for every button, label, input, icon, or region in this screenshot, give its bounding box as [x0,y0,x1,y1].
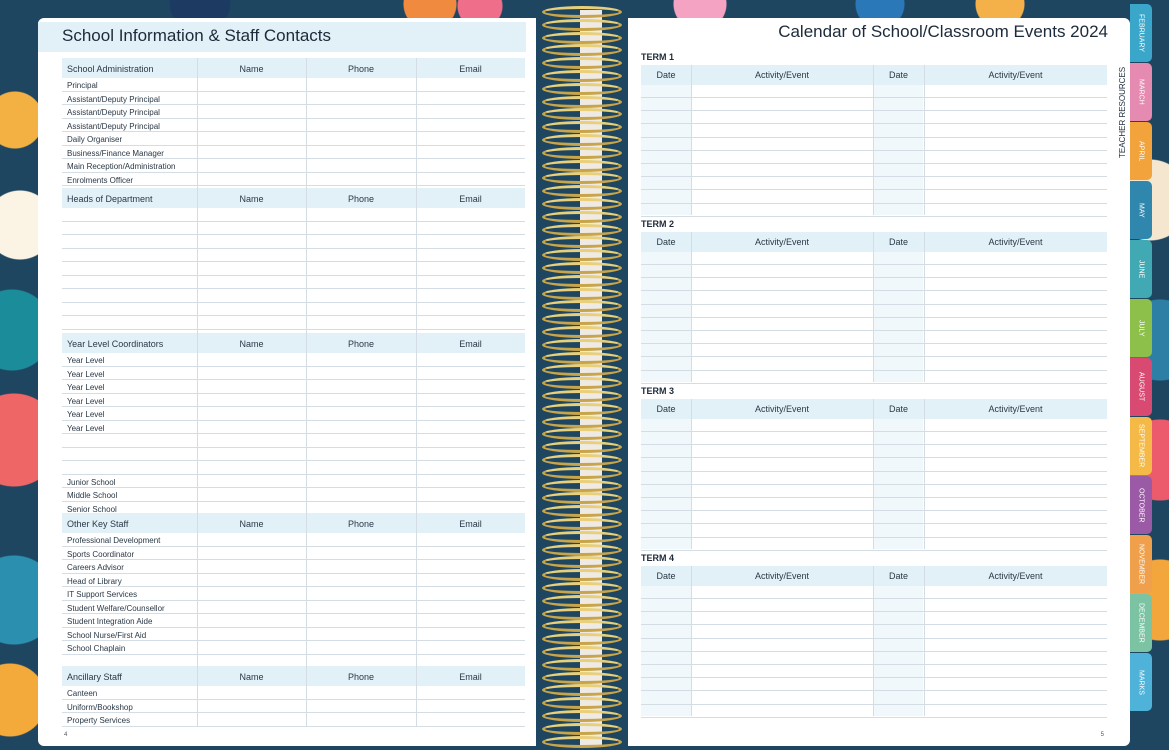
spiral-coil [542,326,622,338]
contact-row[interactable] [62,249,525,263]
contact-row[interactable] [62,235,525,249]
spiral-coil [542,608,622,620]
spiral-coil [542,147,622,159]
row-label: Assistant/Deputy Principal [67,94,160,104]
month-tab-december[interactable]: DECEMBER [1130,594,1152,652]
event-row-line [641,203,1107,204]
column-divider [924,65,925,215]
spiral-coil [542,134,622,146]
event-row-line [641,598,1107,599]
row-label: Student Welfare/Counsellor [67,603,165,613]
event-row-line [641,277,1107,278]
contact-row[interactable] [62,407,525,421]
contact-row[interactable] [62,159,525,173]
contact-row[interactable] [62,367,525,381]
spiral-coil [542,300,622,312]
term-column-1: Activity/Event [754,237,810,247]
section-heading: Heads of Department [67,194,153,204]
spiral-coil [542,6,622,18]
row-label: Head of Library [67,576,122,586]
term-column-1: Activity/Event [754,404,810,414]
spiral-coil [542,403,622,415]
column-divider [691,232,692,382]
row-label: Property Services [67,716,131,725]
column-divider [873,399,874,549]
column-header-phone: Phone [347,194,375,204]
column-header-email: Email [459,339,482,349]
term-column-header [641,232,1107,252]
column-header-email: Email [459,64,482,74]
contact-row[interactable] [62,92,525,106]
event-row-line [641,176,1107,177]
spiral-coil [542,569,622,581]
contact-row[interactable] [62,394,525,408]
term-label: TERM 3 [641,386,675,396]
spiral-coil [542,659,622,671]
term-column-0: Date [656,237,676,247]
spiral-coil [542,32,622,44]
row-label: Year Level [67,396,105,406]
column-header-name: Name [239,64,264,74]
event-row-line [641,343,1107,344]
contact-row[interactable] [62,461,525,475]
row-label: Careers Advisor [67,563,124,572]
event-row-line [641,356,1107,357]
column-header-name: Name [239,194,264,204]
spiral-coil [542,672,622,684]
spiral-coil [542,224,622,236]
event-row-line [641,638,1107,639]
spiral-coil [542,96,622,108]
event-row-line [641,497,1107,498]
row-label: Middle School [67,491,118,500]
spiral-coil [542,83,622,95]
contact-row[interactable] [62,421,525,435]
spiral-coil [542,684,622,696]
row-label: Canteen [67,689,98,698]
row-label: Sports Coordinator [67,549,135,559]
event-row-line [641,624,1107,625]
month-tab-marks[interactable]: MARKS [1130,653,1152,711]
section-heading: Ancillary Staff [67,672,122,682]
spiral-coil [542,236,622,248]
event-row-line [641,457,1107,458]
spiral-coil [542,646,622,658]
contact-row[interactable] [62,628,525,642]
spiral-coil [542,723,622,735]
contact-row[interactable] [62,641,525,655]
row-label: School Chaplain [67,644,126,653]
month-tab-september[interactable]: SEPTEMBER [1130,417,1152,475]
right-page [628,18,1130,746]
term-label: TERM 2 [641,219,675,229]
contact-row[interactable] [62,353,525,367]
spiral-coil [542,390,622,402]
spiral-binding [536,0,628,750]
right-page-title: Calendar of School/Classroom Events 2024 [778,22,1108,41]
term-column-header [641,399,1107,419]
column-header-email: Email [459,672,482,682]
row-label: Year Level [67,410,105,419]
event-row-line [641,717,1107,718]
row-label: Senior School [67,504,117,514]
spiral-coil [542,70,622,82]
term-column-0: Date [656,70,676,80]
term-column-0: Date [656,404,676,414]
contact-row[interactable] [62,222,525,236]
contact-row[interactable] [62,700,525,714]
spiral-coil [542,352,622,364]
term-column-header [641,566,1107,586]
event-row-line [641,97,1107,98]
column-divider [306,58,307,726]
event-row-line [641,550,1107,551]
row-label: Year Level [67,369,105,379]
spiral-coil [542,275,622,287]
month-tab-june[interactable]: JUNE [1130,240,1152,298]
event-row-line [641,123,1107,124]
row-label: Year Level [67,356,105,365]
term-column-2: Date [888,571,908,581]
event-row-line [641,290,1107,291]
column-divider [924,232,925,382]
event-row-line [641,431,1107,432]
event-row-line [641,163,1107,164]
contact-row[interactable] [62,686,525,700]
spiral-coil [542,416,622,428]
contact-row[interactable] [62,208,525,222]
spiral-coil [542,172,622,184]
spiral-coil [542,556,622,568]
event-row-line [641,330,1107,331]
column-header-email: Email [459,194,482,204]
month-tab-november[interactable]: NOVEMBER [1130,535,1152,593]
term-column-1: Activity/Event [754,571,810,581]
left-page-title: School Information & Staff Contacts [62,26,331,45]
spiral-coil [542,160,622,172]
section-heading: School Administration [67,64,154,74]
column-divider [924,399,925,549]
month-tab-july[interactable]: JULY [1130,299,1152,357]
column-header-name: Name [239,339,264,349]
term-column-2: Date [888,404,908,414]
spiral-coil [542,492,622,504]
spiral-coil [542,710,622,722]
spiral-coil [542,108,622,120]
column-header-phone: Phone [347,64,375,74]
spiral-coil [542,595,622,607]
spiral-coil [542,454,622,466]
column-divider [691,399,692,549]
row-label: Assistant/Deputy Principal [67,121,160,131]
column-header-email: Email [459,519,482,529]
spiral-coil [542,211,622,223]
contact-row[interactable] [62,587,525,601]
spiral-coil [542,467,622,479]
column-divider [873,566,874,716]
row-label: Daily Organiser [67,135,123,144]
event-row-line [641,677,1107,678]
column-header-phone: Phone [347,339,375,349]
spiral-coil [542,288,622,300]
spiral-coil [542,697,622,709]
section-heading: Other Key Staff [67,519,129,529]
month-tab-may[interactable]: MAY [1130,181,1152,239]
teacher-resources-label: TEACHER RESOURCES [1118,66,1127,158]
column-divider [691,65,692,215]
term-column-2: Date [888,70,908,80]
contact-row[interactable] [62,614,525,628]
contact-row[interactable] [62,533,525,547]
section-header [62,188,525,208]
event-row-line [641,304,1107,305]
row-label: Uniform/Bookshop [67,702,133,712]
spiral-coil [542,582,622,594]
section-heading: Year Level Coordinators [67,339,164,349]
row-label: Enrolments Officer [67,175,134,185]
term-column-3: Activity/Event [988,404,1043,414]
spiral-coil [542,364,622,376]
contact-row[interactable] [62,574,525,588]
spiral-coil [542,313,622,325]
month-tab-march[interactable]: MARCH [1130,63,1152,121]
event-row-line [641,317,1107,318]
term-label: TERM 4 [641,553,675,563]
contact-row[interactable] [62,78,525,92]
event-row-line [641,523,1107,524]
column-divider [416,58,417,726]
left-page [38,18,536,746]
column-header-phone: Phone [347,672,375,682]
spiral-coil [542,736,622,748]
event-row-line [641,189,1107,190]
section-header [62,666,525,686]
spiral-coil [542,544,622,556]
spiral-coil [542,339,622,351]
contact-row[interactable] [62,105,525,119]
row-label: School Nurse/First Aid [67,630,147,640]
spiral-coil [542,44,622,56]
contact-row[interactable] [62,380,525,394]
term-event-grid[interactable] [641,419,1107,552]
contact-row[interactable] [62,488,525,502]
contact-row[interactable] [62,262,525,276]
spiral-coil [542,249,622,261]
term-event-grid[interactable] [641,252,1107,385]
term-event-grid[interactable] [641,586,1107,719]
contact-row[interactable] [62,119,525,133]
event-row-line [641,664,1107,665]
spiral-coil [542,633,622,645]
column-header-name: Name [239,672,264,682]
term-column-3: Activity/Event [988,571,1043,581]
event-row-line [641,370,1107,371]
row-label: Year Level [67,423,105,433]
column-divider [197,58,198,726]
event-row-line [641,150,1107,151]
spiral-coil [542,441,622,453]
event-row-line [641,216,1107,217]
event-row-line [641,537,1107,538]
column-divider [873,232,874,382]
row-label: Assistant/Deputy Principal [67,108,160,117]
row-label: Main Reception/Administration [67,162,176,171]
row-label: IT Support Services [67,590,138,599]
contact-row[interactable] [62,276,525,290]
spiral-coil [542,198,622,210]
contact-row[interactable] [62,560,525,574]
spiral-coil [542,185,622,197]
event-row-line [641,690,1107,691]
event-row-line [641,651,1107,652]
column-header-name: Name [239,519,264,529]
column-divider [924,566,925,716]
event-row-line [641,484,1107,485]
left-page-number: 4 [64,732,68,738]
spiral-coil [542,480,622,492]
contact-row[interactable] [62,303,525,317]
spiral-coil [542,531,622,543]
event-row-line [641,444,1107,445]
row-label: Professional Development [67,536,161,545]
event-row-line [641,704,1107,705]
row-label: Junior School [67,477,116,487]
term-label: TERM 1 [641,52,675,62]
term-column-2: Date [888,237,908,247]
month-tab-february[interactable]: FEBRUARY [1130,4,1152,62]
section-header [62,513,525,533]
event-row-line [641,264,1107,265]
month-tab-august[interactable]: AUGUST [1130,358,1152,416]
contact-row[interactable] [62,173,525,187]
term-event-grid[interactable] [641,85,1107,218]
contact-row[interactable] [62,547,525,561]
contact-row[interactable] [62,146,525,160]
contact-row[interactable] [62,601,525,615]
event-row-line [641,611,1107,612]
event-row-line [641,110,1107,111]
spiral-coil [542,428,622,440]
row-label: Business/Finance Manager [67,148,164,158]
month-tab-october[interactable]: OCTOBER [1130,476,1152,534]
contact-row[interactable] [62,434,525,448]
spiral-coil [542,505,622,517]
spiral-coil [542,262,622,274]
term-column-0: Date [656,571,676,581]
contact-row[interactable] [62,316,525,330]
contact-row[interactable] [62,448,525,462]
contact-row[interactable] [62,713,525,727]
spiral-coil [542,19,622,31]
column-divider [873,65,874,215]
column-divider [691,566,692,716]
spiral-coil [542,518,622,530]
spiral-coil [542,121,622,133]
section-header [62,58,525,78]
contact-row[interactable] [62,289,525,303]
spiral-coil [542,377,622,389]
term-column-header [641,65,1107,85]
term-column-3: Activity/Event [988,237,1043,247]
event-row-line [641,137,1107,138]
term-column-3: Activity/Event [988,70,1043,80]
row-label: Year Level [67,383,105,392]
event-row-line [641,510,1107,511]
column-header-phone: Phone [347,519,375,529]
contact-row[interactable] [62,475,525,489]
term-column-1: Activity/Event [754,70,810,80]
row-label: Student Integration Aide [67,617,153,626]
event-row-line [641,383,1107,384]
row-label: Principal [67,81,98,90]
event-row-line [641,471,1107,472]
spiral-coil [542,57,622,69]
section-header [62,333,525,353]
right-page-number: 5 [1100,732,1104,738]
month-tab-april[interactable]: APRIL [1130,122,1152,180]
contact-row[interactable] [62,132,525,146]
spiral-coil [542,620,622,632]
